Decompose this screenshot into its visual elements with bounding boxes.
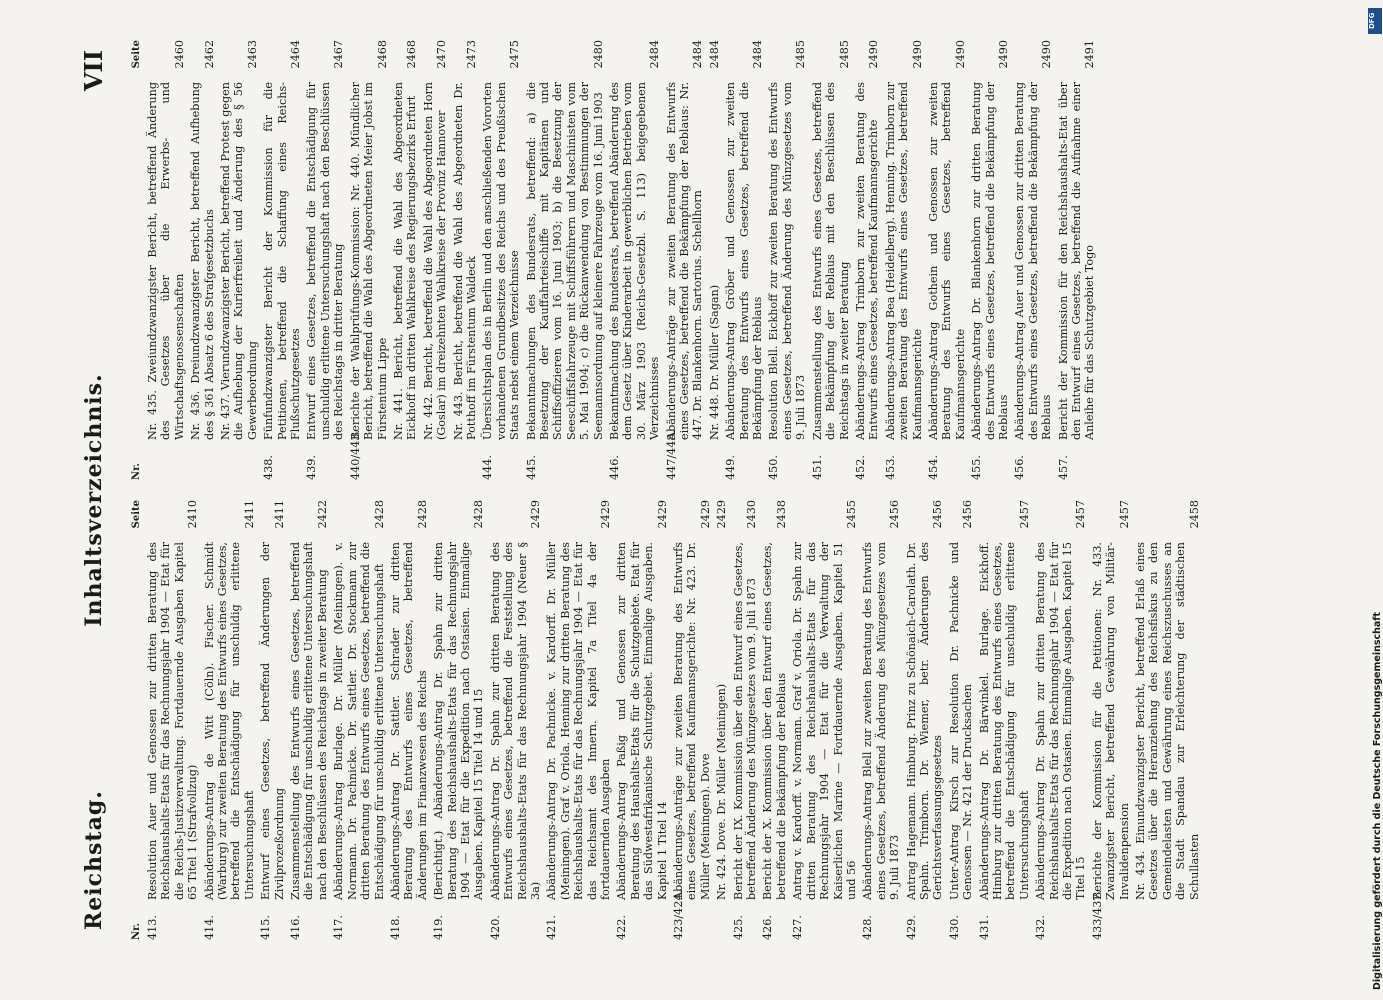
entry-title: Fünfundzwanzigster Bericht der Kommission für die Petitionen, betreffend die Schaffung eines Reichs-Flußschutzgesetzes (262, 82, 303, 440)
entry-title: Nr. 435. Zweiundzwanzigster Bericht, betreffend Änderung des Gesetzes über die Erwerbs- und Wirtschaftsgenossenschaften (146, 82, 186, 440)
nr-heading: Nr. (131, 923, 142, 940)
entry-title: Unter-Antrag Kirsch zur Resolution Dr. Pachnicke und Genossen — Nr. 421 der Drucksachen (947, 542, 975, 900)
entry-page: 2490 (996, 40, 1010, 69)
entry-number (708, 440, 721, 480)
entry-number: 432. (1034, 915, 1048, 940)
toc-entry (927, 40, 967, 480)
entry-number (219, 440, 259, 480)
entry-page: 2455 (844, 500, 858, 529)
toc-entry (349, 40, 389, 480)
entry-page: 2422 (315, 500, 329, 529)
entry-page: 2464 (289, 40, 303, 69)
entry-page: 2457 (1074, 500, 1088, 529)
entry-title: Abänderungs-Antrag Dr. Blankenhorn zur dritten Beratung des Entwurfs eines Gesetzes, betreffend die Bekämpfung der Reblaus (970, 82, 1010, 440)
entry-number: 420. (488, 915, 502, 940)
page-number-roman: VII (79, 50, 108, 92)
toc-entry (332, 500, 386, 940)
toc-entry (203, 500, 257, 940)
left-column (131, 500, 1204, 940)
toc-entry (259, 500, 286, 940)
toc-entry (861, 500, 901, 940)
entry-title: Abänderungs-Antrag de Witt (Cöln). Fischer. Schmidt (Warburg) zur zweiten Beratung des Entwurfs eines Gesetzes, betreffend die Entschädigung für unschuldig erlittene Untersuchungshaft (202, 542, 256, 900)
entry-title: Abänderungs-Antrag Paßig und Genossen zur dritten Beratung des Haushalts-Etats für die Schutzgebiete. Etat für das Südwestafrikanische Schutzgebiet. Einmalige Ausgaben. Kapitel 1 Titel 14 (615, 542, 669, 900)
entry-title: (Berichtigt.) Abänderungs-Antrag Dr. Spahn zur dritten Beratung des Reichshaushalts-Etats für das Rechnungsjahr 1904 — Etat für die Expedition nach Ostasien. Einmalige Ausgaben. Kapitel 15 Titel 14 und 15 (432, 542, 486, 900)
toc-entry (672, 500, 712, 940)
entry-page: 2470 (435, 40, 449, 69)
entry-page: 2467 (332, 40, 346, 69)
entry-number: 421. (545, 915, 559, 940)
toc-entry (761, 500, 788, 940)
entry-number (392, 440, 419, 480)
entry-number: 450. (767, 455, 781, 480)
header-left: Reichstag. (81, 790, 107, 930)
entry-title: Abänderungs-Antrag Gröber und Genossen zur zweiten Beratung des Entwurfs eines Gesetzes, betreffend die Bekämpfung der Reblaus (724, 82, 765, 440)
toc-entry (767, 40, 807, 480)
entry-page: 2428 (472, 500, 486, 529)
toc-entry (305, 40, 345, 480)
entry-title: Entwurf eines Gesetzes, betreffend Änderungen der Zivilprozeßordnung (259, 542, 286, 900)
entry-number: 439. (305, 455, 319, 480)
entry-page: 2456 (961, 500, 975, 529)
entry-page: 2490 (1040, 40, 1054, 69)
toc-entry (884, 40, 924, 480)
entry-page: 2490 (910, 40, 924, 69)
entry-number: 452. (853, 455, 867, 480)
entry-number: 456. (1013, 455, 1027, 480)
entry-number: 419. (432, 915, 446, 940)
entry-number: 429. (904, 915, 918, 940)
entry-page: 2411 (272, 500, 286, 529)
entry-title: Abänderungs-Antrag Bea (Heidelberg). Henning. Trimborn zur zweiten Beratung des Entwurfs eines Gesetzes, betreffend Kaufmannsgerichte (883, 82, 924, 440)
entry-page: 2458 (1187, 500, 1201, 529)
toc-entry (481, 40, 521, 480)
entry-title: Antrag v. Kardorff. v. Normann. Graf v. Oriola. Dr. Spahn zur dritten Beratung des Reichshaushalts-Etats für das Rechnungsjahr 1904 — Etat für die Verwaltung der Kaiserlichen Marine — Fortdauernde Ausgaben. Kapitel 51 und 56 (791, 542, 858, 900)
entry-number: 425. (731, 915, 745, 940)
toc-entry (724, 40, 764, 480)
toc-entry (545, 500, 612, 940)
entry-number: 455. (970, 455, 984, 480)
entry-number: 415. (259, 915, 273, 940)
entry-title: Nr. 424. Dove. Dr. Müller (Meiningen) (715, 683, 729, 900)
entry-number: 418. (388, 915, 402, 940)
column-header (131, 40, 142, 480)
entry-title: Abänderungs-Antrag Blell zur zweiten Beratung des Entwurfs eines Gesetzes, betreffend Änderung des Münzgesetzes vom 9. Juli 1873 (861, 542, 902, 900)
toc-entry (715, 500, 728, 940)
entry-title: Bekanntmachungen des Bundesrats, betreffend: a) die Besetzung der Kauffahrteischiffe mit Kapitänen und Schiffsoffizieren vom 16. Juni 1903; b) die Besetzung der Seeschiffsfahrzeuge mit Schiffsführern und Maschinisten vom 5. Mai 1904; c) die Rückanwendung von Bestimmungen der Seemannsordnung auf kleinere Fahrzeuge vom 16. Juni 1903 (524, 82, 605, 440)
dfg-logo: DFG (1368, 8, 1382, 34)
entry-page: 2457 (1117, 500, 1131, 529)
toc-entry (708, 40, 721, 480)
entry-title: Berichte der Wahlprüfungs-Kommission: Nr. 440. Mündlicher Bericht, betreffend die Wahl des Abgeordneten Meier Jobst im Fürstentum Lippe (348, 82, 389, 440)
toc-entry (1013, 40, 1053, 480)
entry-page: 2468 (375, 40, 389, 69)
entry-number: 453. (883, 455, 897, 480)
entry-number: 428. (861, 915, 875, 940)
entry-number: 433/437. (1090, 889, 1104, 940)
entry-title: Antrag Hagemann. Himburg. Prinz zu Schönaich-Carolath. Dr. Spahn. Trimborn. Dr. Wiemer, betr. Änderungen des Gerichtsverfassungsgesetzes (904, 542, 945, 900)
entry-page: 2460 (172, 40, 186, 69)
entry-number (422, 440, 449, 480)
entry-title: Abänderungs-Anträge zur zweiten Beratung des Entwurfs eines Gesetzes, betreffend die Bekämpfung der Reblaus: Nr. 447. Dr. Blankenhorn. Sartorius. Schellhorn (664, 82, 705, 440)
entry-page: 2456 (931, 500, 945, 529)
entry-number: 449. (724, 455, 738, 480)
entry-number: 427. (791, 915, 805, 940)
entry-page: 2491 (1083, 40, 1097, 69)
toc-entry (189, 40, 216, 480)
entry-number: 423/424. (672, 889, 686, 940)
toc-entry (422, 40, 449, 480)
entry-title: Nr. 437. Vierundzwanzigster Bericht, betreffend Protest gegen die Aufhebung der Kurierfreiheit und Änderung des § 56 Gewerbeordnung (219, 82, 259, 440)
entry-title: Bericht der Kommission für den Reichshaushalts-Etat über den Entwurf eines Gesetzes, betreffend die Aufnahme einer Anleihe für das Schutzgebiet Togo (1056, 82, 1097, 440)
toc-entry (1057, 40, 1097, 480)
entry-number: 440/443. (348, 429, 362, 480)
entry-title: Resolution Auer und Genossen zur dritten Beratung des Reichshaushalts-Etats für das Rechnungsjahr 1904 — Etat für die Reichs-Justizverwaltung. Fortdauernde Ausgaben Kapitel 65 Titel 1 (Strafvollzug) (146, 542, 200, 900)
toc-entry (525, 40, 605, 480)
seite-heading: Seite (131, 500, 142, 529)
toc-entry (970, 40, 1010, 480)
toc-entry (1034, 500, 1088, 940)
entry-title: Resolution Blell. Eickhoff zur zweiten Beratung des Entwurfs eines Gesetzes, betreffend Änderung des Münzgesetzes vom 9. Juli 1873 (767, 82, 808, 440)
toc-entry (146, 40, 186, 480)
toc-entry (615, 500, 669, 940)
entry-number (715, 900, 728, 940)
entry-number: 447/448. (664, 429, 678, 480)
toc-entry (665, 40, 705, 480)
toc-entry (948, 500, 975, 940)
toc-entry (146, 500, 200, 940)
entry-title: Bericht der X. Kommission über den Entwurf eines Gesetzes, betreffend die Bekämpfung der Reblaus (761, 542, 788, 900)
toc-entry (452, 40, 479, 480)
toc-entry (791, 500, 858, 940)
entry-number (1134, 900, 1201, 940)
toc-entry (219, 40, 259, 480)
entry-title: Abänderungs-Antrag Gothein und Genossen zur zweiten Beratung des Entwurfs eines Gesetzes, betreffend Kaufmannsgerichte (926, 82, 967, 440)
entry-number: 445. (524, 455, 538, 480)
entry-page: 2428 (372, 500, 386, 529)
entry-page: 2463 (245, 40, 259, 69)
toc-entry (1091, 500, 1131, 940)
entry-page: 2485 (794, 40, 808, 69)
entry-number: 414. (202, 915, 216, 940)
toc-entry (389, 500, 429, 940)
entry-number (189, 440, 216, 480)
entry-title: Berichte der Kommission für die Petitionen: Nr. 433. Zwanzigster Bericht, betreffend Gewährung von Militär-Invalidenpension (1090, 542, 1131, 900)
entry-number: 416. (289, 915, 303, 940)
toc-entry (905, 500, 945, 940)
entry-page: 2430 (745, 500, 759, 529)
entry-page: 2480 (591, 40, 605, 69)
entry-page: 2462 (202, 40, 216, 69)
entry-page: 2429 (655, 500, 669, 529)
entry-page: 2490 (867, 40, 881, 69)
column-header (131, 500, 142, 940)
toc-entry (732, 500, 759, 940)
entry-title: Abänderungs-Antrag Dr. Spahn zur dritten Beratung des Reichshaushalts-Etats für das Rechnungsjahr 1904 — Etat für die Expedition nach Ostasien. Einmalige Ausgaben. Kapitel 15 Titel 15 (1034, 542, 1088, 900)
toc-entry (262, 40, 302, 480)
entry-number (452, 440, 479, 480)
funding-note: Digitalisierung gefördert durch die Deutsche Forschungsgemeinschaft (1372, 612, 1383, 990)
entry-title: Zusammenstellung des Entwurfs eines Gesetzes, betreffend die Entschädigung für unschuldig erlittene Untersuchungshaft nach den Beschlüssen des Reichstags in zweiter Beratung (289, 542, 329, 900)
entry-title: Abänderungs-Antrag Trimborn zur zweiten Beratung des Entwurfs eines Gesetzes, betreffend Kaufmannsgerichte (853, 82, 881, 440)
entry-title: Abänderungs-Antrag Dr. Sattler. Schrader zur dritten Beratung des Entwurfs eines Gesetzes, betreffend Änderungen im Finanzwesen des Reichs (388, 542, 429, 900)
entry-page: 2428 (415, 500, 429, 529)
entry-page: 2457 (1017, 500, 1031, 529)
entry-number: 422. (615, 915, 629, 940)
entry-number (146, 440, 186, 480)
entry-page: 2438 (774, 500, 788, 529)
entry-title: Nr. 443. Bericht, betreffend die Wahl des Abgeordneten Dr. Potthoff im Fürstentum Waldeck (451, 82, 478, 440)
header-title: Inhaltsverzeichnis. (81, 373, 107, 627)
entry-number: 417. (332, 915, 346, 940)
entry-page: 2484 (707, 40, 721, 69)
entry-title: Nr. 436. Dreiundzwanzigster Bericht, betreffend Aufhebung des § 361 Absatz 6 des Strafgesetzbuchs (189, 82, 216, 440)
entry-title: Bericht der IX. Kommission über den Entwurf eines Gesetzes, betreffend Änderung des Münzgesetzes vom 9. Juli 1873 (731, 542, 759, 900)
toc-entry (608, 40, 662, 480)
entry-page: 2473 (464, 40, 478, 69)
entry-page: 2410 (186, 500, 200, 529)
entry-title: Übersichtsplan des in Berlin und den anschließenden Vororten vorhandenen Grundbesitzes des Reichs und des Preußischen Staats nebst einem Verzeichnisse (481, 82, 522, 440)
entry-title: Abänderungs-Antrag Auer und Genossen zur dritten Beratung des Entwurfs eines Gesetzes, betreffend die Bekämpfung der Reblaus (1013, 82, 1054, 440)
toc-entry (811, 40, 851, 480)
entry-title: Bekanntmachung des Bundesrats, betreffend Abänderung des dem Gesetz über Kinderarbeit in gewerblichen Betrieben vom 30. März 1903 (Reichs-Gesetzbl. S. 113) beigegebenen Verzeichnisses (608, 82, 662, 440)
entry-page: 2490 (953, 40, 967, 69)
entry-page: 2484 (691, 40, 705, 69)
entry-number: 426. (761, 915, 775, 940)
seite-heading: Seite (131, 40, 142, 69)
toc-entry (432, 500, 486, 940)
entry-title: Nr. 441. Bericht, betreffend die Wahl des Abgeordneten Eickhoff im dritten Wahlkreise des Regierungsbezirks Erfurt (391, 82, 419, 440)
entry-title: Abänderungs-Antrag Burlage. Dr. Müller (Meiningen). v. Normann. Dr. Pachnicke. Dr. Sattler. Dr. Stockmann zur dritten Beratung des Entwurfs eines Gesetzes, betreffend die Entschädigung für unschuldig erlittene Untersuchungshaft (332, 542, 386, 900)
entry-number: 444. (481, 455, 495, 480)
right-column (131, 40, 1100, 480)
entry-title: Abänderungs-Anträge zur zweiten Beratung des Entwurfs eines Gesetzes, betreffend Kaufmannsgerichte: Nr. 423. Dr. Müller (Meiningen). Dove (672, 542, 712, 900)
entry-number: 431. (977, 915, 991, 940)
entry-page: 2485 (837, 40, 851, 69)
entry-number: 413. (146, 915, 159, 940)
nr-heading: Nr. (131, 463, 142, 480)
entry-number: 430. (947, 915, 961, 940)
entry-title: Abänderungs-Antrag Dr. Bärwinkel. Burlage. Eickhoff. Himburg zur dritten Beratung des Entwurfs eines Gesetzes, betreffend die Entschädigung für unschuldig erlittene Untersuchungshaft (977, 542, 1031, 900)
entry-title: Zusammenstellung des Entwurfs eines Gesetzes, betreffend die Bekämpfung der Reblaus mit den Beschlüssen des Reichstags in zweiter Beratung (810, 82, 851, 440)
toc-entry (854, 40, 881, 480)
entry-page: 2411 (242, 500, 256, 529)
toc-entry (392, 40, 419, 480)
entry-title: Abänderungs-Antrag Dr. Pachnicke. v. Kardorff. Dr. Müller (Meiningen). Graf v. Oriola. Henning zur dritten Beratung des Reichshaushalts-Etats für das Rechnungsjahr 1904 — Etat für das Reichsamt des Innern. Kapitel 7a Titel 4a der fortdauernden Ausgaben (545, 542, 612, 900)
entry-title: Nr. 442. Bericht, betreffend die Wahl des Abgeordneten Horn (Goslar) im dreizehnten Wahlkreise der Provinz Hannover (421, 82, 449, 440)
page-header (75, 10, 119, 990)
entry-page: 2429 (698, 500, 712, 529)
entry-page: 2468 (405, 40, 419, 69)
entry-title: Abänderungs-Antrag Dr. Spahn zur dritten Beratung des Entwurfs eines Gesetzes, betreffend die Feststellung des Reichshaushalts-Etats für das Rechnungsjahr 1904 (Neuer § 3a) (488, 542, 542, 900)
toc-entry (1134, 500, 1201, 940)
toc-entry (289, 500, 329, 940)
entry-number: 457. (1056, 455, 1070, 480)
entry-page: 2484 (751, 40, 765, 69)
entry-title: Entwurf eines Gesetzes, betreffend die Entschädigung für unschuldig erlittene Untersuchungshaft nach den Beschlüssen des Reichstags in dritter Beratung (305, 82, 346, 440)
entry-page: 2456 (888, 500, 902, 529)
entry-page: 2429 (528, 500, 542, 529)
entry-title: Nr. 448. Dr. Müller (Sagan) (707, 284, 721, 440)
entry-title: Nr. 434. Einundzwanzigster Bericht, betreffend Erlaß eines Gesetzes über die Heranziehung des Reichsfiskus zu den Gemeindelasten und Gewährung eines Reichszuschusses an die Stadt Spandau zur Erleichterung der städtischen Schullasten (1134, 542, 1201, 900)
entry-page: 2429 (599, 500, 612, 529)
rotated-content (75, 10, 1345, 990)
entry-page: 2484 (648, 40, 662, 69)
entry-number: 446. (608, 455, 621, 480)
toc-entry (489, 500, 543, 940)
entry-page: 2429 (715, 500, 729, 529)
entry-page: 2475 (508, 40, 522, 69)
entry-number: 454. (926, 455, 940, 480)
toc-entry (978, 500, 1032, 940)
entry-number: 451. (810, 455, 824, 480)
entry-number: 438. (262, 455, 276, 480)
